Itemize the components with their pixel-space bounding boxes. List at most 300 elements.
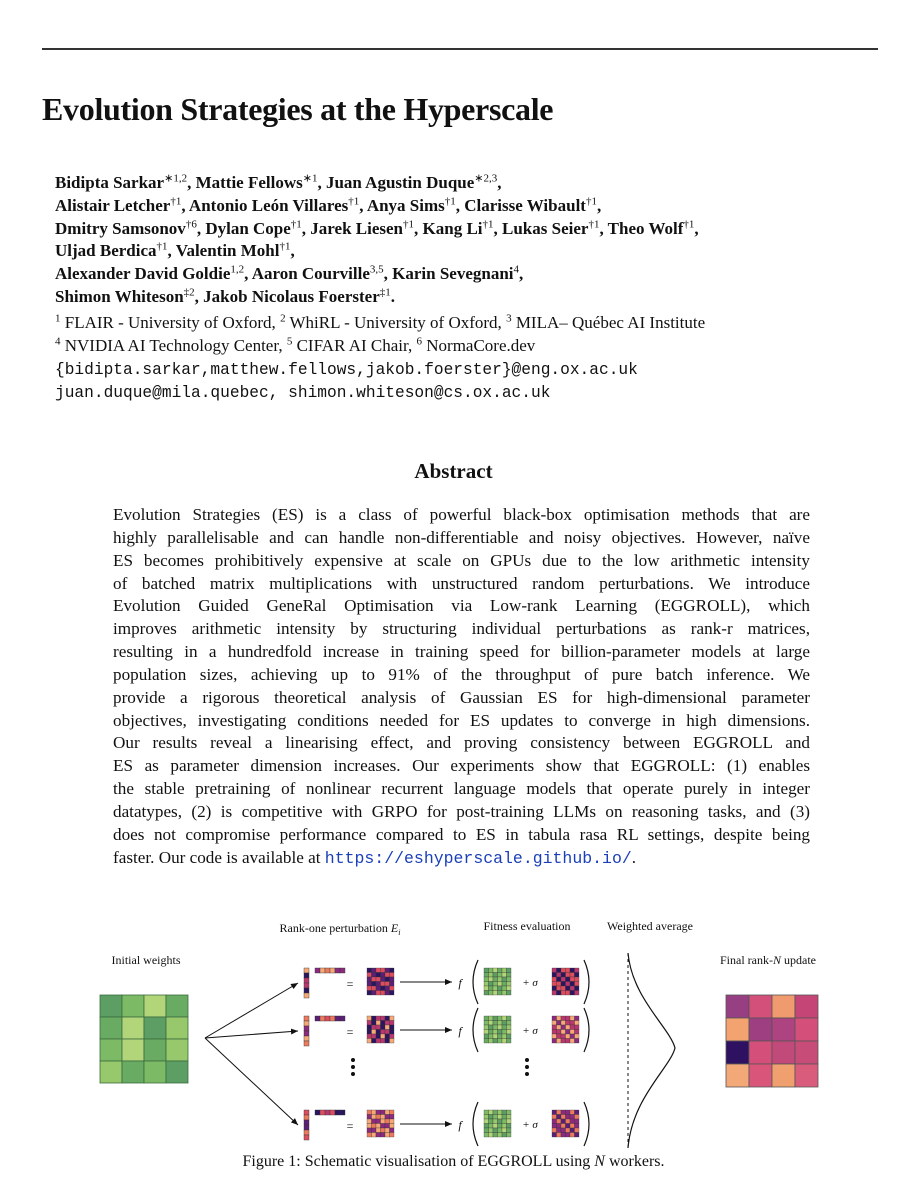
noise-cell <box>557 1128 562 1133</box>
perturbation-cell <box>376 1034 381 1039</box>
weighted-average-label: Weighted average <box>607 919 693 933</box>
noise-cell <box>557 1110 562 1115</box>
author-name: Theo Wolf <box>607 218 684 238</box>
abstract-line: the stable pretraining of nonlinear recurrent language models that operate purely in integer <box>113 779 810 799</box>
weight-cell <box>502 982 507 987</box>
weight-cell <box>502 977 507 982</box>
perturbation-cell <box>390 968 395 973</box>
row-vector-cell <box>325 1110 330 1115</box>
author-affiliation-mark: 1,2 <box>230 263 245 276</box>
noise-cell <box>561 1115 566 1120</box>
author-name: Lukas Seier <box>502 218 589 238</box>
left-paren <box>473 1008 478 1052</box>
weight-cell <box>489 1124 494 1129</box>
perturbation-cell <box>367 1021 372 1026</box>
noise-cell <box>561 973 566 978</box>
perturbation-cell <box>372 1016 377 1021</box>
author-affiliation-mark: †1 <box>348 195 360 208</box>
perturbation-cell <box>372 1115 377 1120</box>
row-vector-cell <box>320 1110 325 1115</box>
weight-cell <box>502 1128 507 1133</box>
final-update-cell <box>795 995 818 1018</box>
noise-cell <box>557 986 562 991</box>
author-affiliation-mark: †1 <box>444 195 456 208</box>
perturbation-cell <box>390 1115 395 1120</box>
noise-cell <box>561 1021 566 1026</box>
column-vector-cell <box>304 988 309 993</box>
weight-cell <box>493 1133 498 1138</box>
weight-cell <box>493 1025 498 1030</box>
initial-weight-cell <box>100 995 122 1017</box>
weight-cell <box>489 1030 494 1035</box>
perturbation-cell <box>367 1124 372 1129</box>
perturbation-cell <box>390 991 395 996</box>
noise-cell <box>570 991 575 996</box>
noise-cell <box>566 1039 571 1044</box>
affiliation-number: 5 <box>286 334 293 347</box>
weight-cell <box>498 986 503 991</box>
author-line <box>55 286 699 309</box>
noise-cell <box>570 1128 575 1133</box>
perturbation-cell <box>376 977 381 982</box>
noise-cell <box>575 1128 580 1133</box>
author-name: Valentin Mohl <box>175 241 280 261</box>
weight-cell <box>484 1110 489 1115</box>
perturbation-cell <box>372 1030 377 1035</box>
perturbation-cell <box>390 977 395 982</box>
noise-cell <box>552 986 557 991</box>
weight-cell <box>498 973 503 978</box>
weight-cell <box>498 1110 503 1115</box>
author-affiliation-mark: ‡1 <box>379 286 391 299</box>
author-separator: , <box>493 218 503 238</box>
affiliation-text: WhiRL - University of Oxford, <box>285 313 507 332</box>
noise-cell <box>552 1025 557 1030</box>
author-separator: , <box>359 195 367 215</box>
noise-cell <box>557 1021 562 1026</box>
author-name: Karin Sevegnani <box>392 264 514 284</box>
affiliation-number: 3 <box>506 312 512 325</box>
weight-cell <box>498 1034 503 1039</box>
noise-cell <box>575 1115 580 1120</box>
author-affiliation-mark: †1 <box>585 195 597 208</box>
caption-text: Figure 1: Schematic visualisation of EGGROLL using <box>242 1153 595 1170</box>
perturbation-cell <box>381 1030 386 1035</box>
author-name: Dmitry Samsonov <box>55 218 186 238</box>
weight-cell <box>502 1115 507 1120</box>
noise-cell <box>561 1034 566 1039</box>
paper-title: Evolution Strategies at the Hyperscale <box>42 91 554 127</box>
weight-cell <box>489 1128 494 1133</box>
weight-cell <box>507 1128 512 1133</box>
perturbation-cell <box>385 977 390 982</box>
weight-cell <box>493 1124 498 1129</box>
noise-cell <box>570 986 575 991</box>
noise-cell <box>557 1030 562 1035</box>
fitness-function-symbol: f <box>458 1024 462 1038</box>
weight-cell <box>507 973 512 978</box>
weight-cell <box>489 968 494 973</box>
column-vector-cell <box>304 1135 309 1140</box>
noise-cell <box>552 968 557 973</box>
weight-cell <box>484 1133 489 1138</box>
perturbation-cell <box>381 982 386 987</box>
author-affiliation-mark: †1 <box>683 217 695 230</box>
noise-cell <box>575 973 580 978</box>
column-vector-cell <box>304 983 309 988</box>
noise-cell <box>557 1025 562 1030</box>
author-separator: . <box>390 286 395 306</box>
abstract-line <box>113 847 810 870</box>
noise-cell <box>557 1124 562 1129</box>
noise-cell <box>570 1124 575 1129</box>
abstract-line: datatypes, (2) is competitive with GRPO for post-training LLMs on reasoning tasks, and (3) <box>113 801 810 821</box>
perturbation-cell <box>372 1124 377 1129</box>
perturbation-cell <box>381 1124 386 1129</box>
noise-cell <box>570 968 575 973</box>
perturbation-cell <box>367 1110 372 1115</box>
left-paren <box>473 960 478 1004</box>
perturbation-cell <box>385 1016 390 1021</box>
noise-cell <box>561 968 566 973</box>
weight-cell <box>507 1039 512 1044</box>
perturbation-cell <box>381 1133 386 1138</box>
right-paren <box>584 1102 589 1146</box>
weight-cell <box>489 1039 494 1044</box>
equals-sign: = <box>346 1119 354 1133</box>
author-name: Jakob Nicolaus Foerster <box>203 286 380 306</box>
weight-cell <box>493 1119 498 1124</box>
final-update-cell <box>772 995 795 1018</box>
weight-cell <box>502 1034 507 1039</box>
initial-weight-cell <box>144 1061 166 1083</box>
weight-cell <box>502 1030 507 1035</box>
figure-caption <box>0 1153 907 1171</box>
weight-cell <box>484 1016 489 1021</box>
noise-cell <box>566 1133 571 1138</box>
author-separator: , <box>167 241 176 261</box>
noise-cell <box>575 1025 580 1030</box>
initial-weight-cell <box>122 1039 144 1061</box>
perturbation-cell <box>372 991 377 996</box>
author-separator: , <box>290 241 295 261</box>
email-line: {bidipta.sarkar,matthew.fellows,jakob.foerster}@eng.ox.ac.uk <box>55 361 638 379</box>
author-line <box>55 240 699 263</box>
author-affiliation-mark: ‡2 <box>183 286 195 299</box>
author-affiliation-mark: ∗2,3 <box>474 172 498 185</box>
final-update-cell <box>795 1041 818 1064</box>
fitness-function-symbol: f <box>458 1118 462 1132</box>
perturbation-cell <box>367 982 372 987</box>
perturbation-cell <box>385 968 390 973</box>
noise-cell <box>557 1133 562 1138</box>
affiliation-number: 1 <box>55 312 61 325</box>
noise-cell <box>570 1034 575 1039</box>
author-name: Shimon Whiteson <box>55 286 184 306</box>
weight-cell <box>502 1016 507 1021</box>
author-affiliation-mark: †1 <box>290 217 302 230</box>
perturbation-cell <box>372 1119 377 1124</box>
noise-cell <box>575 1021 580 1026</box>
weight-cell <box>502 1119 507 1124</box>
row-vector-cell <box>340 1110 345 1115</box>
author-line <box>55 218 699 241</box>
weight-cell <box>484 968 489 973</box>
noise-cell <box>575 986 580 991</box>
noise-cell <box>552 1119 557 1124</box>
perturbation-cell <box>372 968 377 973</box>
ellipsis-dot <box>525 1072 529 1076</box>
perturbation-cell <box>381 1039 386 1044</box>
perturbation-cell <box>376 1124 381 1129</box>
initial-weight-cell <box>166 1039 188 1061</box>
noise-cell <box>557 973 562 978</box>
left-paren <box>473 1102 478 1146</box>
column-vector-cell <box>304 1120 309 1125</box>
perturbation-cell <box>367 1119 372 1124</box>
perturbation-cell <box>376 1128 381 1133</box>
noise-cell <box>561 986 566 991</box>
noise-cell <box>570 977 575 982</box>
row-vector-cell <box>340 1016 345 1021</box>
perturbation-cell <box>390 986 395 991</box>
perturbation-cell <box>390 1025 395 1030</box>
noise-cell <box>552 1016 557 1021</box>
perturbation-cell <box>376 986 381 991</box>
weight-cell <box>507 982 512 987</box>
perturbation-cell <box>381 973 386 978</box>
weight-cell <box>489 1110 494 1115</box>
row-vector-cell <box>330 1110 335 1115</box>
noise-cell <box>557 968 562 973</box>
author-name: Anya Sims <box>366 195 445 215</box>
affiliation-text: NormaCore.dev <box>422 335 536 355</box>
author-separator: , <box>455 195 465 215</box>
weight-cell <box>498 1016 503 1021</box>
perturbation-cell <box>367 1128 372 1133</box>
noise-cell <box>575 1119 580 1124</box>
noise-cell <box>561 1030 566 1035</box>
weight-cell <box>489 1133 494 1138</box>
author-separator: , <box>599 218 608 238</box>
weight-cell <box>507 986 512 991</box>
weight-cell <box>498 1030 503 1035</box>
author-separator: , <box>194 286 204 306</box>
initial-weight-cell <box>122 1017 144 1039</box>
abstract-line: provide a rigorous theoretical analysis of Gaussian ES for high-dimensional parameter <box>113 687 810 707</box>
noise-cell <box>561 991 566 996</box>
noise-cell <box>570 1021 575 1026</box>
noise-cell <box>552 1039 557 1044</box>
column-vector-cell <box>304 968 309 973</box>
perturbation-cell <box>372 1110 377 1115</box>
weight-cell <box>484 1030 489 1035</box>
perturbation-cell <box>372 1039 377 1044</box>
figure-1-schematic <box>80 908 840 1158</box>
noise-cell <box>561 982 566 987</box>
weight-cell <box>493 1128 498 1133</box>
author-separator: , <box>317 173 326 192</box>
author-line <box>55 172 699 195</box>
row-vector-cell <box>335 1016 340 1021</box>
perturbation-cell <box>385 986 390 991</box>
weight-cell <box>498 968 503 973</box>
weight-cell <box>493 973 498 978</box>
initial-weight-cell <box>166 995 188 1017</box>
noise-cell <box>557 1016 562 1021</box>
caption-symbol: N <box>594 1153 605 1170</box>
author-name: Jarek Liesen <box>310 218 404 238</box>
perturbation-cell <box>376 968 381 973</box>
perturbation-cell <box>385 1115 390 1120</box>
noise-cell <box>575 1016 580 1021</box>
code-link[interactable]: https://eshyperscale.github.io/ <box>324 848 632 868</box>
initial-weight-cell <box>144 995 166 1017</box>
abstract-line: objectives, investigating conditions needed for ES updates to converge in high dimensions. <box>113 710 810 730</box>
ellipsis-dot <box>525 1065 529 1069</box>
weight-cell <box>484 1034 489 1039</box>
weight-cell <box>484 1119 489 1124</box>
weight-cell <box>498 1021 503 1026</box>
weight-cell <box>507 1133 512 1138</box>
final-update-cell <box>772 1064 795 1087</box>
perturbation-cell <box>372 1133 377 1138</box>
weight-cell <box>493 968 498 973</box>
author-separator: , <box>196 218 206 238</box>
weight-cell <box>493 991 498 996</box>
perturbation-cell <box>381 968 386 973</box>
author-name: Bidipta Sarkar <box>55 173 165 192</box>
noise-cell <box>566 1110 571 1115</box>
perturbation-cell <box>381 1110 386 1115</box>
perturbation-cell <box>367 1133 372 1138</box>
weight-cell <box>498 1119 503 1124</box>
perturbation-cell <box>372 1128 377 1133</box>
author-separator: , <box>497 173 502 192</box>
noise-cell <box>552 1034 557 1039</box>
row-vector-cell <box>315 968 320 973</box>
final-update-cell <box>772 1041 795 1064</box>
author-separator: , <box>519 264 524 284</box>
equals-sign: = <box>346 977 354 991</box>
perturbation-cell <box>367 977 372 982</box>
weight-cell <box>484 1115 489 1120</box>
weight-cell <box>493 1030 498 1035</box>
author-line <box>55 263 699 286</box>
noise-cell <box>566 968 571 973</box>
author-affiliation-mark: ∗1 <box>302 172 318 185</box>
author-name: Mattie Fellows <box>195 173 303 192</box>
perturbation-cell <box>367 986 372 991</box>
perturbation-cell <box>376 1039 381 1044</box>
noise-cell <box>570 1030 575 1035</box>
perturbation-cell <box>376 982 381 987</box>
noise-cell <box>557 991 562 996</box>
weight-cell <box>498 977 503 982</box>
author-name: Aaron Courville <box>251 264 370 284</box>
affiliation-number: 2 <box>280 312 286 325</box>
author-name: Alexander David Goldie <box>55 264 231 284</box>
noise-cell <box>566 1034 571 1039</box>
author-separator: , <box>301 218 311 238</box>
ellipsis-dot <box>351 1058 355 1062</box>
weight-cell <box>484 991 489 996</box>
perturbation-cell <box>372 1025 377 1030</box>
weight-cell <box>493 977 498 982</box>
row-vector-cell <box>320 968 325 973</box>
perturbation-cell <box>385 1119 390 1124</box>
fitness-function-symbol: f <box>458 976 462 990</box>
abstract-line: improves arithmetic intensity by structuring individual perturbations as rank-r matrices, <box>113 619 810 639</box>
perturbation-cell <box>381 1115 386 1120</box>
abstract-heading: Abstract <box>414 459 493 483</box>
initial-weights-label: Initial weights <box>111 953 181 967</box>
noise-cell <box>552 1030 557 1035</box>
perturbation-cell <box>390 1030 395 1035</box>
weight-cell <box>502 1021 507 1026</box>
abstract-line: ES becomes prohibitively expensive at scale on GPUs due to the low arithmetic intensity <box>113 550 810 570</box>
perturbation-cell <box>381 1119 386 1124</box>
top-rule <box>42 48 878 50</box>
final-update-cell <box>749 1041 772 1064</box>
perturbation-cell <box>381 977 386 982</box>
column-vector-cell <box>304 1115 309 1120</box>
noise-cell <box>575 1039 580 1044</box>
weight-cell <box>493 1016 498 1021</box>
perturbation-cell <box>381 1025 386 1030</box>
weight-cell <box>507 1110 512 1115</box>
noise-cell <box>561 1124 566 1129</box>
perturbation-cell <box>390 1133 395 1138</box>
author-affiliation-mark: †1 <box>279 240 291 253</box>
final-update-cell <box>749 1064 772 1087</box>
perturbation-cell <box>390 1021 395 1026</box>
perturbation-cell <box>372 1021 377 1026</box>
author-list <box>55 172 699 309</box>
weight-cell <box>493 986 498 991</box>
noise-cell <box>570 1039 575 1044</box>
ellipsis-dot <box>525 1058 529 1062</box>
noise-cell <box>566 1115 571 1120</box>
row-vector-cell <box>335 968 340 973</box>
author-name: Antonio León Villares <box>188 195 349 215</box>
weight-cell <box>507 1016 512 1021</box>
plus-sigma: + σ <box>522 977 538 989</box>
weight-cell <box>502 1025 507 1030</box>
noise-cell <box>566 982 571 987</box>
column-vector-cell <box>304 1026 309 1031</box>
perturbation-cell <box>376 1030 381 1035</box>
weight-cell <box>507 1124 512 1129</box>
author-separator: , <box>596 195 602 215</box>
row-vector-cell <box>315 1110 320 1115</box>
initial-weight-cell <box>122 995 144 1017</box>
final-update-cell <box>726 1064 749 1087</box>
author-name: Clarisse Wibault <box>464 195 586 215</box>
perturbation-cell <box>367 1034 372 1039</box>
weight-cell <box>498 991 503 996</box>
initial-weight-cell <box>100 1017 122 1039</box>
perturbation-cell <box>390 1016 395 1021</box>
perturbation-cell <box>381 991 386 996</box>
noise-cell <box>570 1119 575 1124</box>
author-separator: , <box>414 218 423 238</box>
affiliation-text: FLAIR - University of Oxford, <box>60 313 281 332</box>
final-update-label: Final rank-N update <box>719 953 817 967</box>
abstract-line: does not compromise performance compared to ES in tabula rasa RL settings, despite being <box>113 824 810 844</box>
author-affiliation-mark: ∗1,2 <box>164 172 188 185</box>
perturbation-cell <box>367 968 372 973</box>
